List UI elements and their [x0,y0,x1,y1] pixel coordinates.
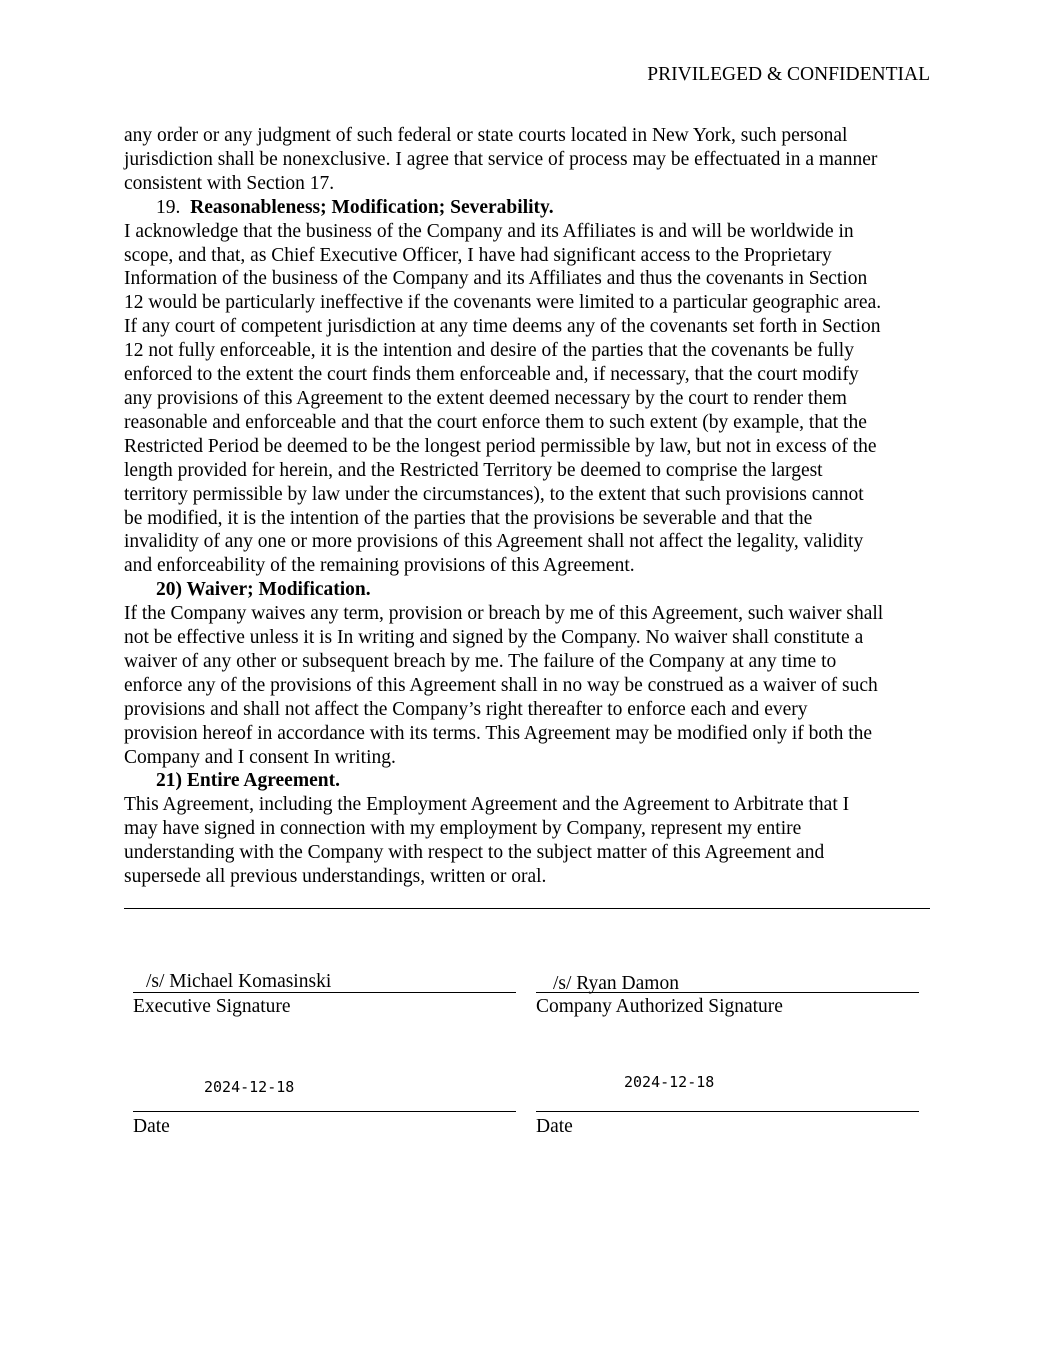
text-line: 12 not fully enforceable, it is the intention and desire of the parties that the covenants be fully [124,340,854,362]
company-signature-label: Company Authorized Signature [536,996,783,1017]
executive-date-label: Date [133,1116,170,1137]
company-signature-line [536,992,919,993]
company-date-label: Date [536,1116,573,1137]
text-line: Information of the business of the Company and its Affiliates and thus the covenants in Section [124,268,868,290]
text-line: waiver of any other or subsequent breach by me. The failure of the Company at any time to [124,650,837,672]
section-21-heading: 21) Entire Agreement. [156,770,340,792]
executive-date-value: 2024-12-18 [204,1078,295,1096]
text-line: enforced to the extent the court finds them enforceable and, if necessary, that the court modify [124,364,859,386]
section-20-heading: 20) Waiver; Modification. [156,579,371,601]
section-20-paragraph [124,602,936,769]
text-line: 12 would be particularly ineffective if the covenants were limited to a particular geographic area. [124,292,882,314]
text-line: provisions and shall not affect the Company’s right thereafter to enforce each and every [124,698,808,720]
company-date-line [536,1111,919,1112]
company-signature-value: /s/ Ryan Damon [553,973,679,994]
section-19-heading [124,196,936,220]
text-line: Company and I consent In writing. [124,746,396,768]
text-line: understanding with the Company with respect to the subject matter of this Agreement and [124,842,825,864]
text-line: consistent with Section 17. [124,172,335,194]
text-line: any order or any judgment of such federal or state courts located in New York, such personal [124,125,848,146]
text-line: enforce any of the provisions of this Agreement shall in no way be construed as a waiver of such [124,674,878,696]
text-line: jurisdiction shall be nonexclusive. I agree that service of process may be effectuated in a manner [124,148,878,170]
section-divider [124,908,930,909]
text-line: reasonable and enforceable and that the court enforce them to such extent (by example, that the [124,411,867,433]
section-21-paragraph [124,793,936,889]
section-19-title: Reasonableness; Modification; Severability. [190,196,554,218]
text-line: and enforceability of the remaining provisions of this Agreement. [124,555,635,577]
text-line: any provisions of this Agreement to the extent deemed necessary by the court to render them [124,387,847,409]
text-line: supersede all previous understandings, written or oral. [124,866,547,888]
executive-signature-label: Executive Signature [133,996,291,1017]
text-line: invalidity of any one or more provisions of this Agreement shall not affect the legality, validity [124,531,864,553]
text-line: territory permissible by law under the circumstances), to the extent that such provisions cannot [124,483,864,505]
text-line: not be effective unless it is In writing and signed by the Company. No waiver shall constitute a [124,627,864,649]
text-line: Restricted Period be deemed to be the longest period permissible by law, but not in excess of the [124,435,877,457]
executive-date-line [133,1111,516,1112]
text-line: If any court of competent jurisdiction at any time deems any of the covenants set forth in Section [124,316,881,338]
text-line: be modified, it is the intention of the parties that the provisions be severable and that the [124,507,813,529]
text-line: I acknowledge that the business of the Company and its Affiliates is and will be worldwide in [124,220,854,242]
text-line: scope, and that, as Chief Executive Officer, I have had significant access to the Proprietary [124,244,832,266]
confidential-header: PRIVILEGED & CONFIDENTIAL [647,64,930,85]
executive-signature-line [133,992,516,993]
text-line: This Agreement, including the Employment Agreement and the Agreement to Arbitrate that I [124,794,850,816]
text-line: may have signed in connection with my employment by Company, represent my entire [124,818,802,840]
text-line: provision hereof in accordance with its terms. This Agreement may be modified only if both the [124,722,873,744]
text-line: length provided for herein, and the Restricted Territory be deemed to comprise the largest [124,459,823,481]
section-19-number: 19. [156,196,181,218]
intro-paragraph [124,124,936,196]
section-19-paragraph [124,220,936,579]
agreement-body [124,124,936,889]
text-line: If the Company waives any term, provision or breach by me of this Agreement, such waiver shall [124,603,884,625]
company-date-value: 2024-12-18 [624,1073,715,1091]
executive-signature-value: /s/ Michael Komasinski [146,971,332,992]
